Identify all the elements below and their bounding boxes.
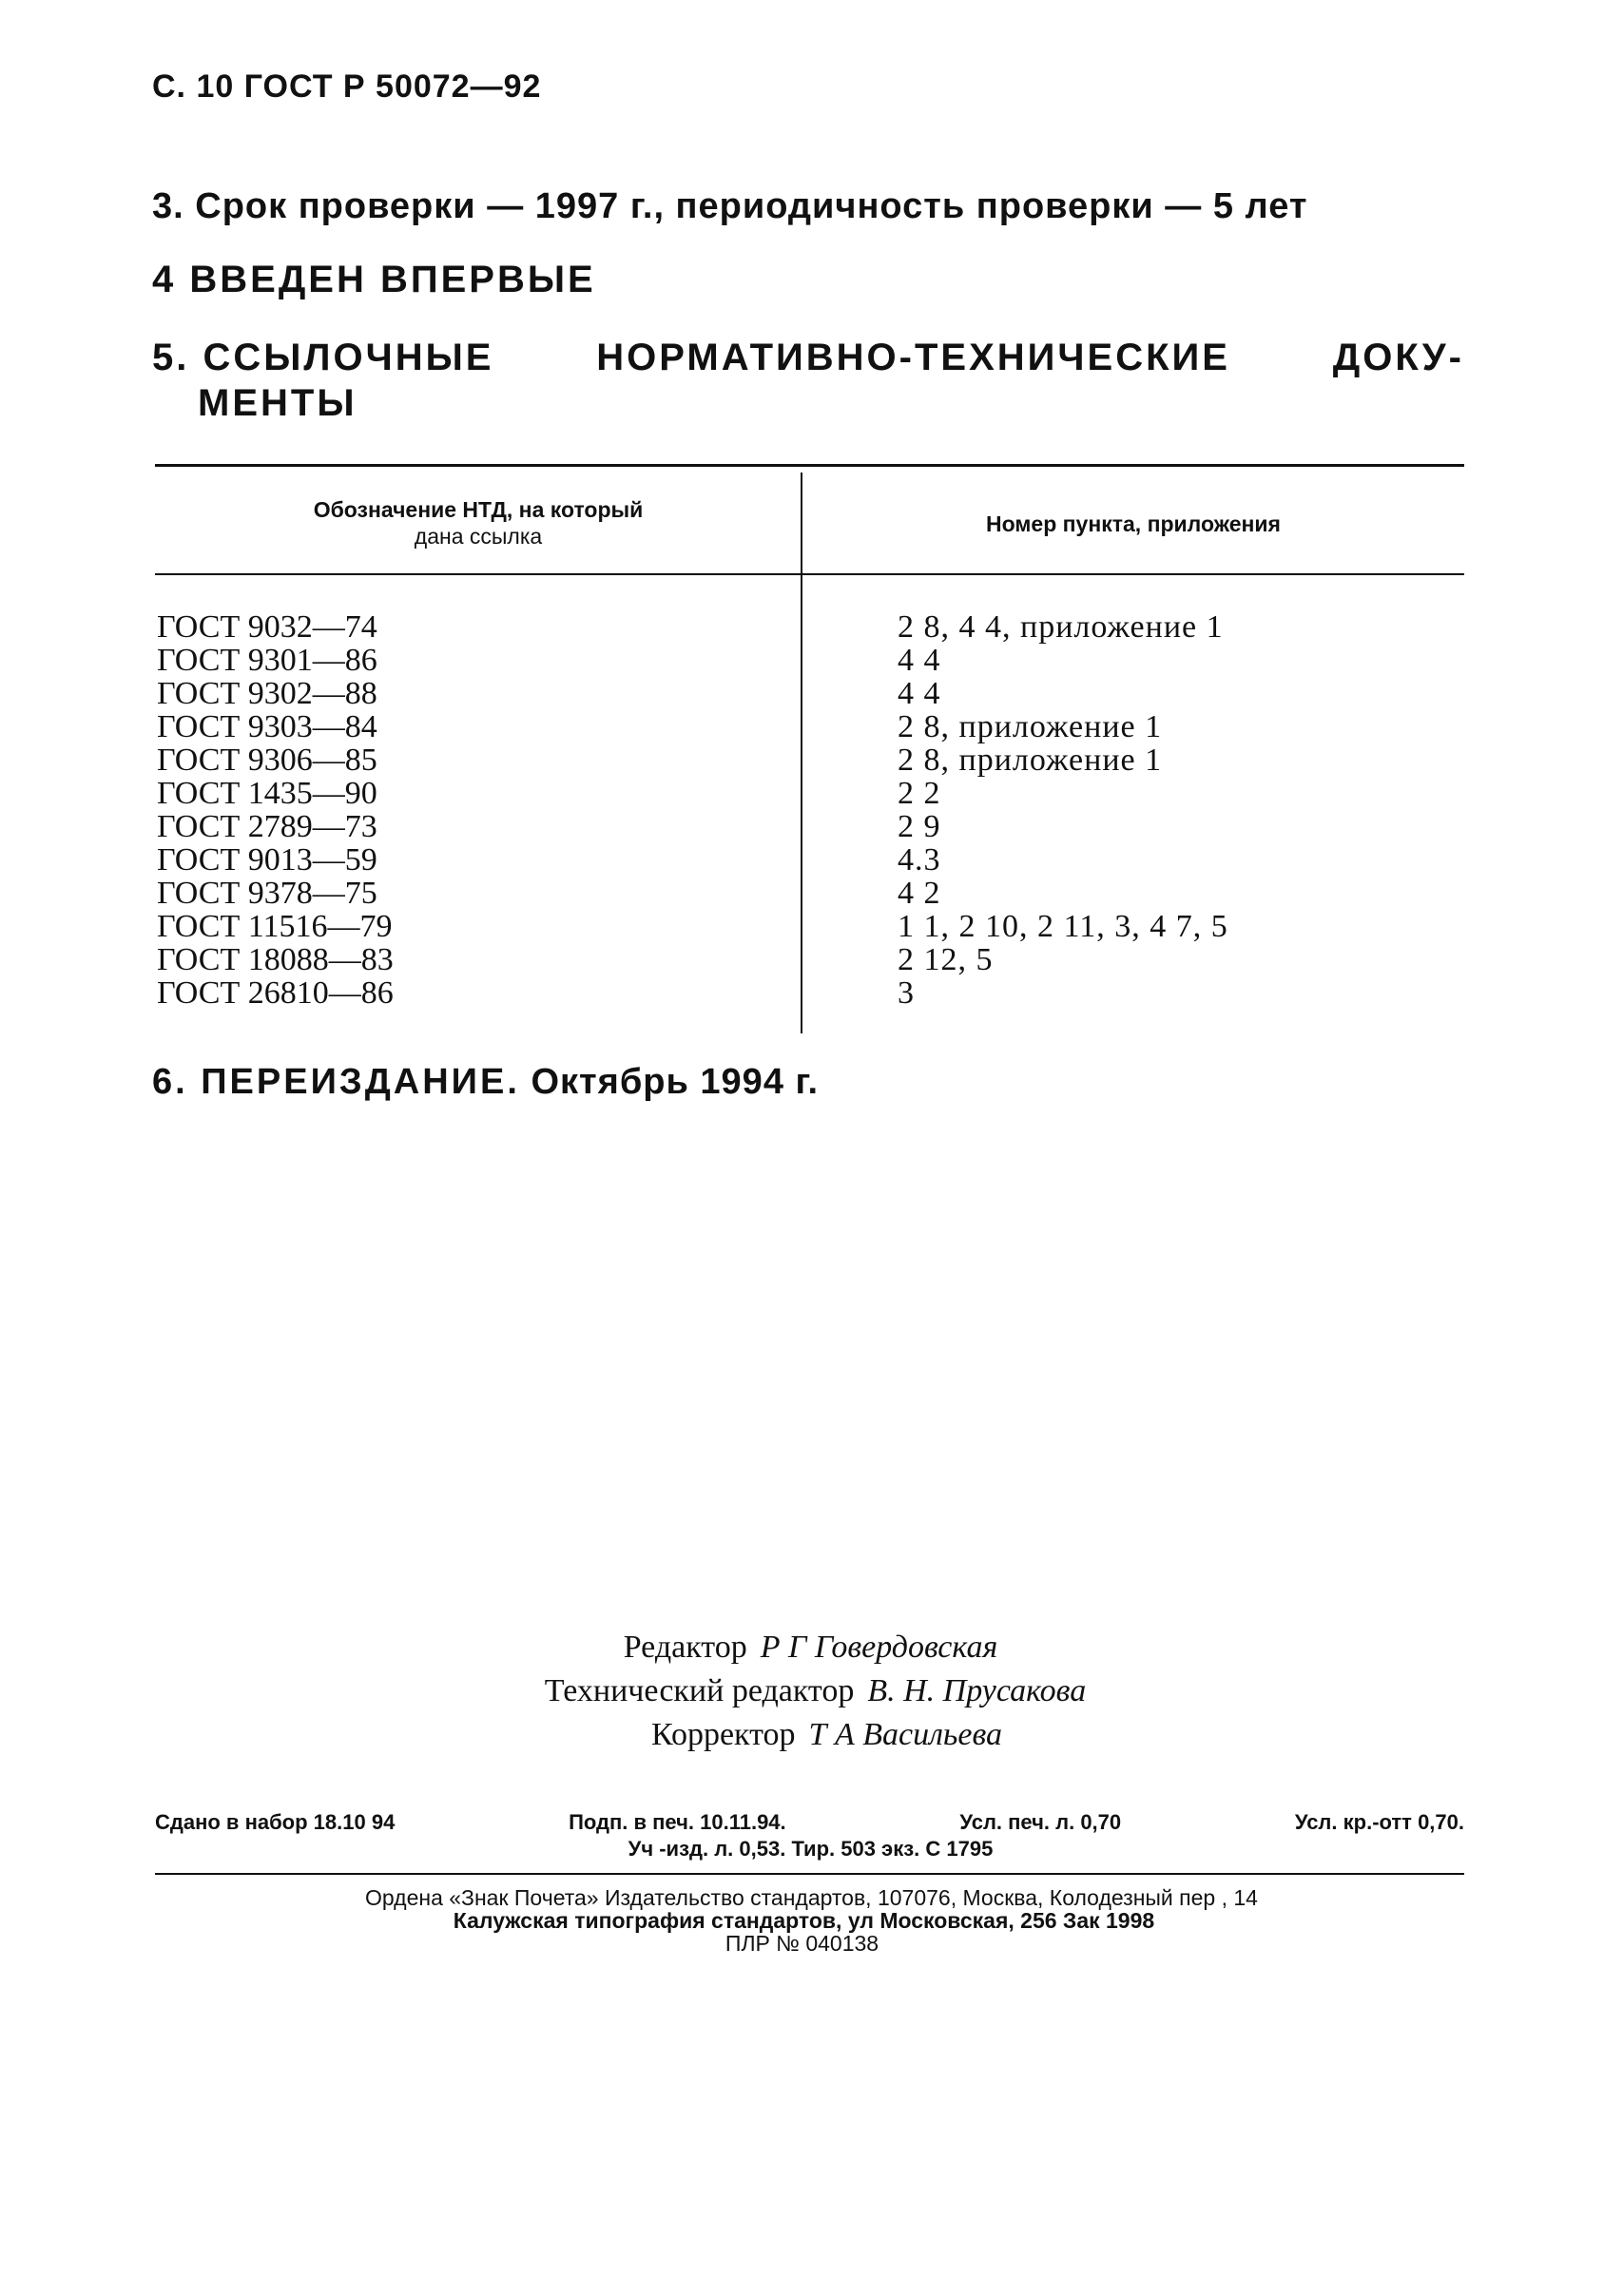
table-header-document-line-2: дана ссылка bbox=[414, 524, 543, 549]
table-cell-doc: ГОСТ 9306—85 bbox=[157, 743, 377, 778]
section-5-word-1: 5. ССЫЛОЧНЫЕ bbox=[152, 337, 494, 378]
credit-editor bbox=[0, 1626, 1604, 1669]
credit-tech-editor-role: Технический редактор bbox=[544, 1673, 855, 1708]
credits-block bbox=[0, 1626, 1604, 1757]
section-5-word-3: ДОКУ- bbox=[1332, 337, 1464, 378]
imprint-signed: Подп. в печ. 10.11.94. bbox=[569, 1810, 786, 1834]
credit-tech-editor bbox=[0, 1669, 1604, 1713]
imprint-rule bbox=[155, 1873, 1464, 1875]
table-cell-doc: ГОСТ 9302—88 bbox=[157, 676, 377, 711]
publisher-line-3: ПЛР № 040138 bbox=[725, 1931, 879, 1956]
credit-proofreader-role: Корректор bbox=[650, 1717, 796, 1752]
table-document-column bbox=[157, 610, 394, 1010]
table-cell-ref: 2 9 bbox=[898, 809, 941, 844]
table-header-document-line-1: Обозначение НТД, на который bbox=[313, 497, 644, 522]
page-header: С. 10 ГОСТ Р 50072—92 bbox=[152, 68, 542, 105]
table-cell-ref: 4.3 bbox=[898, 842, 941, 878]
table-cell-ref: 2 8, 4 4, приложение 1 bbox=[898, 609, 1224, 645]
section-5-title-line-1 bbox=[152, 335, 1464, 380]
publisher-line-2: Калужская типография стандартов, ул Московская, 256 Зак 1998 bbox=[453, 1908, 1155, 1933]
credit-editor-name: Р Г Говердовская bbox=[760, 1630, 998, 1665]
credit-proofreader bbox=[0, 1713, 1604, 1757]
credit-editor-role: Редактор bbox=[623, 1630, 747, 1665]
table-cell-doc: ГОСТ 26810—86 bbox=[157, 975, 394, 1011]
table-header-rule bbox=[155, 573, 1464, 575]
table-header-clause: Номер пункта, приложения bbox=[986, 511, 1281, 536]
publisher-block bbox=[0, 1886, 1604, 1955]
table-cell-doc: ГОСТ 11516—79 bbox=[157, 909, 393, 944]
imprint-print-sheets: Усл. печ. л. 0,70 bbox=[959, 1810, 1122, 1834]
section-5-word-2: НОРМАТИВНО-ТЕХНИЧЕСКИЕ bbox=[596, 337, 1230, 378]
table-column-divider bbox=[801, 473, 802, 1033]
credit-tech-editor-name: В. Н. Прусакова bbox=[867, 1673, 1087, 1708]
table-cell-doc: ГОСТ 9013—59 bbox=[157, 842, 377, 878]
imprint-line-1 bbox=[155, 1810, 1464, 1835]
credit-proofreader-name: Т А Васильева bbox=[808, 1717, 1002, 1752]
table-cell-ref: 4 2 bbox=[898, 876, 941, 911]
table-cell-doc: ГОСТ 9301—86 bbox=[157, 643, 377, 678]
imprint-print-prints: Усл. кр.-отт 0,70. bbox=[1294, 1810, 1464, 1834]
section-6-label: 6. ПЕРЕИЗДАНИЕ. bbox=[152, 1062, 520, 1102]
table-top-rule bbox=[155, 464, 1464, 467]
table-cell-doc: ГОСТ 2789—73 bbox=[157, 809, 377, 844]
table-cell-doc: ГОСТ 1435—90 bbox=[157, 776, 377, 811]
section-3-review-period: 3. Срок проверки — 1997 г., периодичность проверки — 5 лет bbox=[152, 186, 1308, 226]
table-cell-doc: ГОСТ 9303—84 bbox=[157, 709, 377, 744]
table-cell-ref: 4 4 bbox=[898, 643, 941, 678]
section-6-date: Октябрь 1994 г. bbox=[531, 1062, 820, 1102]
imprint-line-2: Уч -изд. л. 0,53. Тир. 503 экз. С 1795 bbox=[628, 1837, 994, 1861]
table-cell-ref: 3 bbox=[898, 975, 915, 1011]
table-cell-ref: 2 8, приложение 1 bbox=[898, 709, 1163, 744]
section-6-reissue bbox=[152, 1062, 819, 1103]
table-cell-ref: 2 2 bbox=[898, 776, 941, 811]
table-cell-ref: 1 1, 2 10, 2 11, 3, 4 7, 5 bbox=[898, 909, 1228, 944]
section-4-introduced: 4 ВВЕДЕН ВПЕРВЫЕ bbox=[152, 259, 596, 300]
table-clause-column bbox=[898, 610, 1228, 1010]
table-cell-doc: ГОСТ 9378—75 bbox=[157, 876, 377, 911]
section-5-referenced-documents-title bbox=[152, 335, 1464, 426]
table-cell-doc: ГОСТ 18088—83 bbox=[157, 942, 394, 977]
publisher-line-1: Ордена «Знак Почета» Издательство стандартов, 107076, Москва, Колодезный пер , 14 bbox=[365, 1885, 1258, 1910]
section-5-title-line-2: МЕНТЫ bbox=[198, 382, 358, 424]
table-cell-doc: ГОСТ 9032—74 bbox=[157, 609, 377, 645]
table-cell-ref: 2 8, приложение 1 bbox=[898, 743, 1163, 778]
table-cell-ref: 4 4 bbox=[898, 676, 941, 711]
table-header-document bbox=[155, 496, 802, 550]
imprint-submitted: Сдано в набор 18.10 94 bbox=[155, 1810, 396, 1834]
table-cell-ref: 2 12, 5 bbox=[898, 942, 994, 977]
